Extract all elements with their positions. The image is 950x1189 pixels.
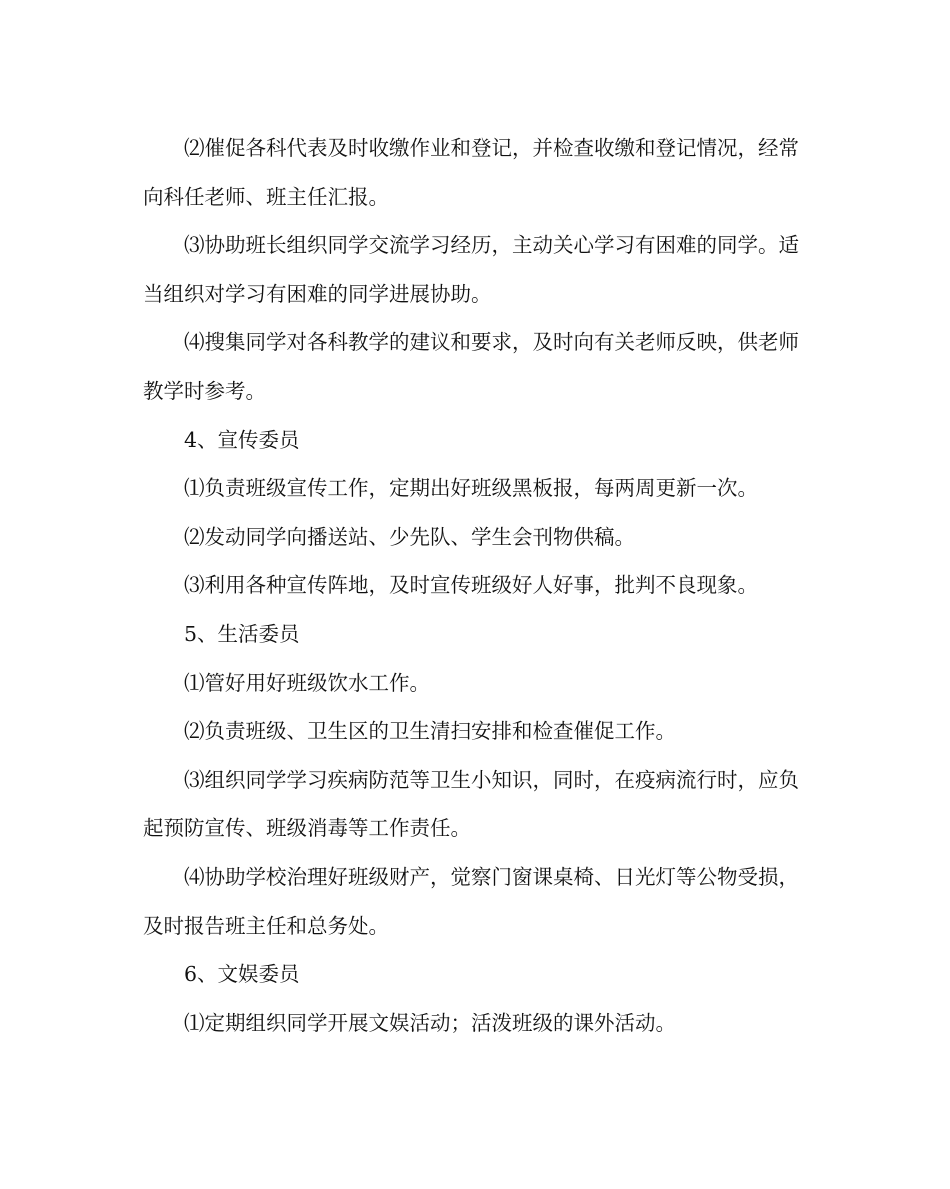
- paragraph-publicity-2: ⑵发动同学向播送站、少先队、学生会刊物供稿。: [184, 524, 635, 549]
- section-heading-entertainment: 6、文娱委员: [184, 962, 300, 987]
- paragraph-life-2: ⑵负责班级、卫生区的卫生清扫安排和检查催促工作。: [184, 719, 676, 744]
- paragraph-life-3: ⑶组织同学学习疾病防范等卫生小知识，同时，在疫病流行时，应负起预防宣传、班级消毒等工作责任。: [143, 767, 799, 841]
- paragraph-publicity-3: ⑶利用各种宣传阵地，及时宣传班级好人好事，批判不良现象。: [184, 573, 758, 598]
- paragraph-study-3: ⑶协助班长组织同学交流学习经历，主动关心学习有困难的同学。适当组织对学习有困难的同学进展协助。: [143, 233, 799, 306]
- paragraph-study-2: ⑵催促各科代表及时收缴作业和登记，并检查收缴和登记情况，经常向科任老师、班主任汇报。: [143, 136, 799, 209]
- paragraph-life-4: ⑷协助学校治理好班级财产，觉察门窗课桌椅、日光灯等公物受损，及时报告班主任和总务处。: [143, 864, 799, 938]
- paragraph-study-4: ⑷搜集同学对各科教学的建议和要求，及时向有关老师反映，供老师教学时参考。: [143, 330, 799, 403]
- document-body: [143, 124, 813, 1047]
- paragraph-life-1: ⑴管好用好班级饮水工作。: [184, 670, 430, 695]
- paragraph-publicity-1: ⑴负责班级宣传工作，定期出好班级黑板报，每两周更新一次。: [184, 476, 758, 501]
- section-heading-publicity: 4、宣传委员: [184, 427, 300, 452]
- section-heading-life: 5、生活委员: [184, 621, 300, 646]
- paragraph-entertainment-1: ⑴定期组织同学开展文娱活动；活泼班级的课外活动。: [184, 1010, 676, 1035]
